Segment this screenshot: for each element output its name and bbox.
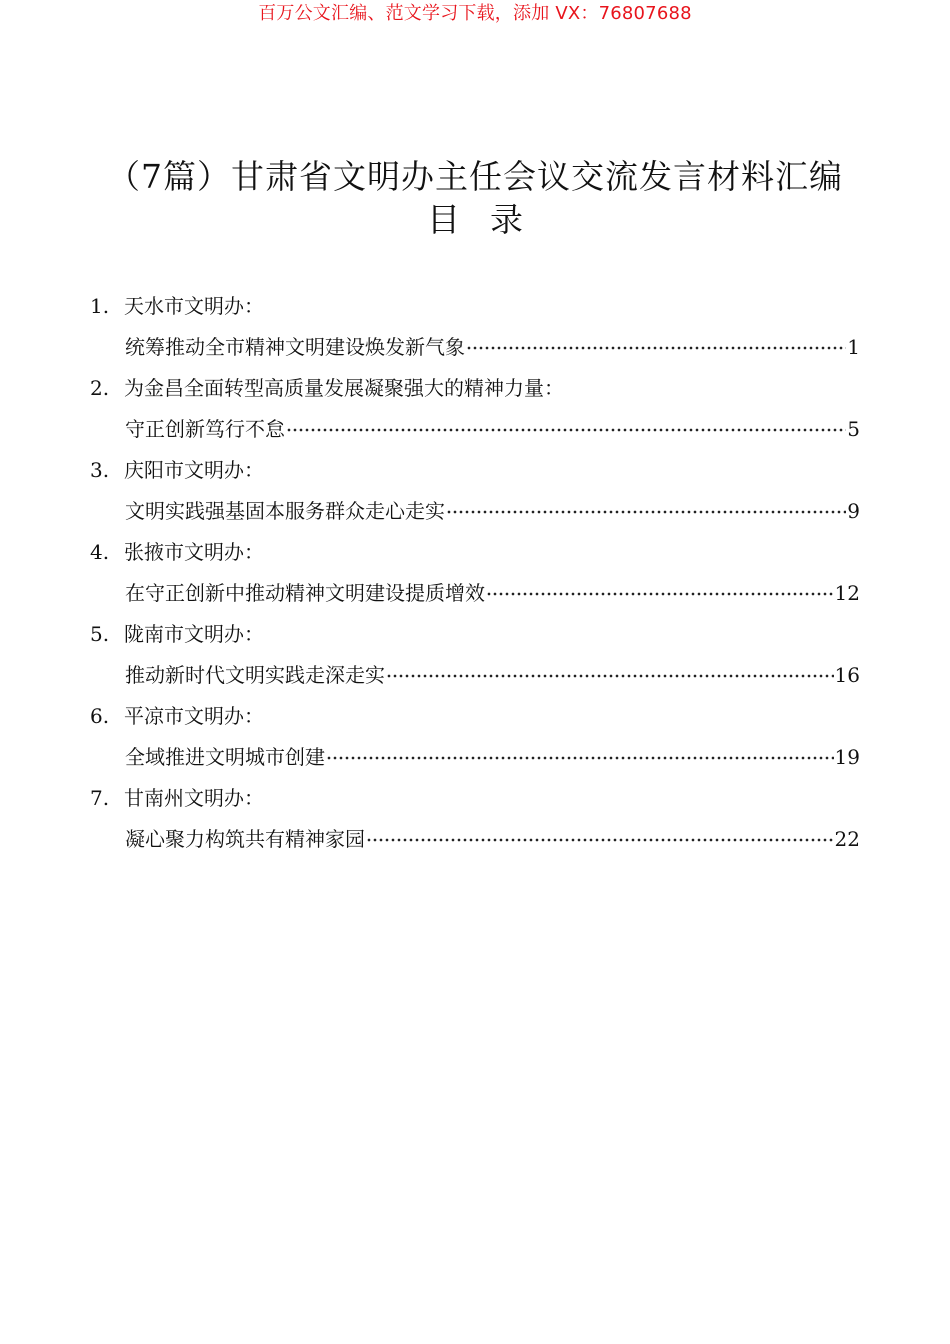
toc-number: 2.: [90, 376, 110, 400]
toc-entry-text: 统筹推动全市精神文明建设焕发新气象: [125, 335, 465, 359]
toc-section: [90, 614, 860, 696]
toc-entry-text: 全域推进文明城市创建: [125, 745, 325, 769]
toc-section: [90, 778, 860, 860]
toc-entry-text: 凝心聚力构筑共有精神家园: [125, 827, 365, 851]
toc-heading-text: 为金昌全面转型高质量发展凝聚强大的精神力量：: [124, 376, 564, 400]
toc-entry[interactable]: [90, 573, 860, 614]
dot-leader: [366, 828, 834, 848]
toc-entry-text: 在守正创新中推动精神文明建设提质增效: [125, 581, 485, 605]
dot-leader: [286, 418, 846, 438]
toc-page-number: 12: [834, 581, 860, 605]
toc-entry-text: 守正创新笃行不怠: [125, 417, 285, 441]
toc-entry[interactable]: [90, 491, 860, 532]
toc-heading: [90, 368, 860, 409]
toc-page-number: 19: [834, 745, 860, 769]
toc-number: 1.: [90, 294, 110, 318]
toc-title: [0, 198, 950, 242]
toc-title-right: 录: [490, 200, 523, 239]
toc-number: 5.: [90, 622, 110, 646]
toc-entry[interactable]: [90, 409, 860, 450]
toc-page-number: 9: [847, 499, 860, 523]
toc-heading: [90, 532, 860, 573]
toc-entry-text: 文明实践强基固本服务群众走心走实: [125, 499, 445, 523]
toc-heading-text: 平凉市文明办：: [124, 704, 264, 728]
toc-number: 4.: [90, 540, 110, 564]
toc-heading-text: 甘南州文明办：: [124, 786, 264, 810]
toc-page-number: 22: [834, 827, 860, 851]
toc-entry-text: 推动新时代文明实践走深走实: [125, 663, 385, 687]
toc-entry[interactable]: [90, 655, 860, 696]
toc-section: [90, 532, 860, 614]
dot-leader: [466, 336, 846, 356]
toc-heading-text: 庆阳市文明办：: [124, 458, 264, 482]
dot-leader: [446, 500, 846, 520]
toc-section: [90, 450, 860, 532]
toc-heading: [90, 614, 860, 655]
document-title: （7篇）甘肃省文明办主任会议交流发言材料汇编: [107, 157, 843, 196]
toc-section: [90, 368, 860, 450]
toc-section: [90, 696, 860, 778]
toc-heading-text: 张掖市文明办：: [124, 540, 264, 564]
toc-heading: [90, 778, 860, 819]
toc-heading-text: 天水市文明办：: [124, 294, 264, 318]
toc-title-left: 目: [427, 200, 460, 239]
toc-heading: [90, 450, 860, 491]
toc-entry[interactable]: [90, 819, 860, 860]
dot-leader: [326, 746, 834, 766]
watermark-banner: 百万公文汇编、范文学习下载，添加 VX：76807688: [258, 3, 692, 24]
toc-section: [90, 286, 860, 368]
toc-page-number: 1: [847, 335, 860, 359]
toc-heading: [90, 286, 860, 327]
table-of-contents: [90, 286, 860, 860]
toc-number: 3.: [90, 458, 110, 482]
toc-entry[interactable]: [90, 737, 860, 778]
toc-heading: [90, 696, 860, 737]
toc-number: 7.: [90, 786, 110, 810]
toc-page-number: 5: [847, 417, 860, 441]
toc-heading-text: 陇南市文明办：: [124, 622, 264, 646]
toc-page-number: 16: [834, 663, 860, 687]
toc-number: 6.: [90, 704, 110, 728]
dot-leader: [386, 664, 834, 684]
dot-leader: [486, 582, 834, 602]
toc-entry[interactable]: [90, 327, 860, 368]
